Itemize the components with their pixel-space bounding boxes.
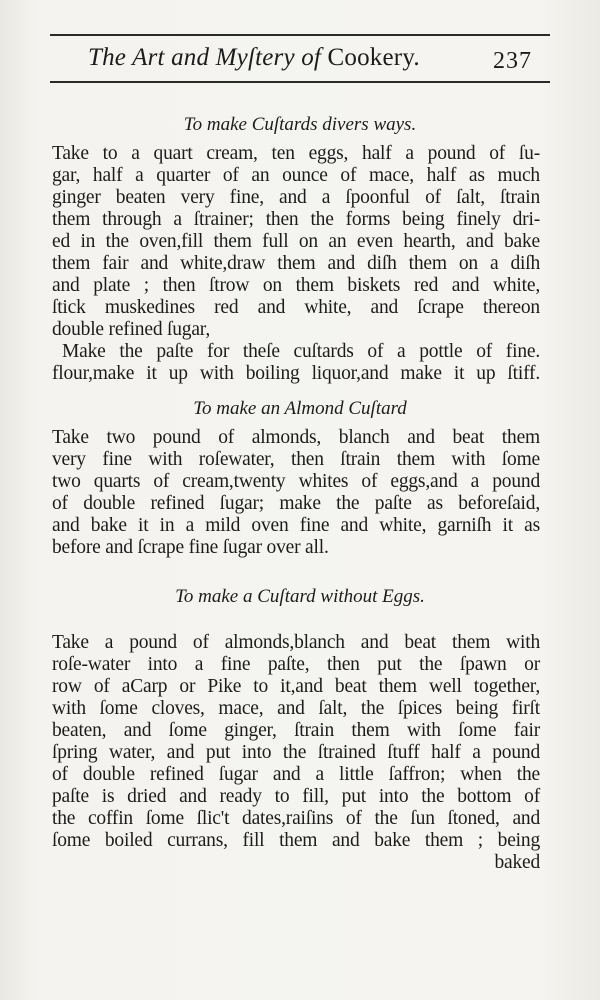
- text-line: beaten, and ſome ginger, ſtrain them with ſome fair: [52, 720, 540, 741]
- text-line: ſpring water, and put into the ſtrained ſtuff half a pound: [52, 742, 540, 763]
- text-line: with ſome cloves, mace, and ſalt, the ſpices being firſt: [52, 698, 540, 719]
- text-line: before and ſcrape fine ſugar over all.: [52, 537, 329, 558]
- running-head-title: The Art and Myſtery of: [88, 44, 322, 71]
- text-line: flour,make it up with boiling liquor,and make it up ſtiff.: [52, 363, 540, 384]
- text-line: very fine with roſewater, then ſtrain them with ſome: [52, 449, 540, 470]
- text-line: of double refined ſugar; make the paſte as beforeſaid,: [52, 493, 540, 514]
- text-line: ed in the oven,fill them full on an even hearth, and bake: [52, 231, 540, 252]
- text-line: Take a pound of almonds,blanch and beat them with: [52, 632, 540, 653]
- text-line: and bake it in a mild oven fine and white, garniſh it as: [52, 515, 540, 536]
- header-rule-top: [50, 34, 550, 36]
- catchword: baked: [494, 852, 540, 873]
- section-heading: To make Cuſtards divers ways.: [183, 114, 417, 135]
- text-line: and plate ; then ſtrow on them biskets red and white,: [52, 275, 540, 296]
- text-line: ginger beaten very fine, and a ſpoonful of ſalt, ſtrain: [52, 187, 540, 208]
- text-line: Make the paſte for theſe cuſtards of a pottle of fine.: [62, 341, 540, 362]
- text-line: double refined ſugar,: [52, 319, 210, 340]
- running-head-title-upright: Cookery.: [327, 44, 420, 71]
- section-heading: To make a Cuſtard without Eggs.: [175, 586, 425, 607]
- text-line: them through a ſtrainer; then the forms being finely dri-: [52, 209, 540, 230]
- section-heading: To make an Almond Cuſtard: [193, 398, 407, 419]
- text-line: them fair and white,draw them and diſh them on a diſh: [52, 253, 540, 274]
- text-line: ſtick muskedines red and white, and ſcrape thereon: [52, 297, 540, 318]
- text-line: the coffin ſome ſlic't dates,raiſins of the ſun ſtoned, and: [52, 808, 540, 829]
- text-line: two quarts of cream,twenty whites of eggs,and a pound: [52, 471, 540, 492]
- text-line: Take to a quart cream, ten eggs, half a pound of ſu-: [52, 143, 540, 164]
- header-rule-bottom: [50, 81, 550, 83]
- text-line: paſte is dried and ready to fill, put into the bottom of: [52, 786, 540, 807]
- page-number: 237: [493, 48, 532, 74]
- text-line: roſe-water into a fine paſte, then put the ſpawn or: [52, 654, 540, 675]
- text-line: of double refined ſugar and a little ſaffron; when the: [52, 764, 540, 785]
- text-line: gar, half a quarter of an ounce of mace, half as much: [52, 165, 540, 186]
- text-line: ſome boiled currans, fill them and bake them ; being: [52, 830, 540, 851]
- text-line: row of aCarp or Pike to it,and beat them well together,: [52, 676, 540, 697]
- running-head: [88, 44, 420, 72]
- text-line: Take two pound of almonds, blanch and beat them: [52, 427, 540, 448]
